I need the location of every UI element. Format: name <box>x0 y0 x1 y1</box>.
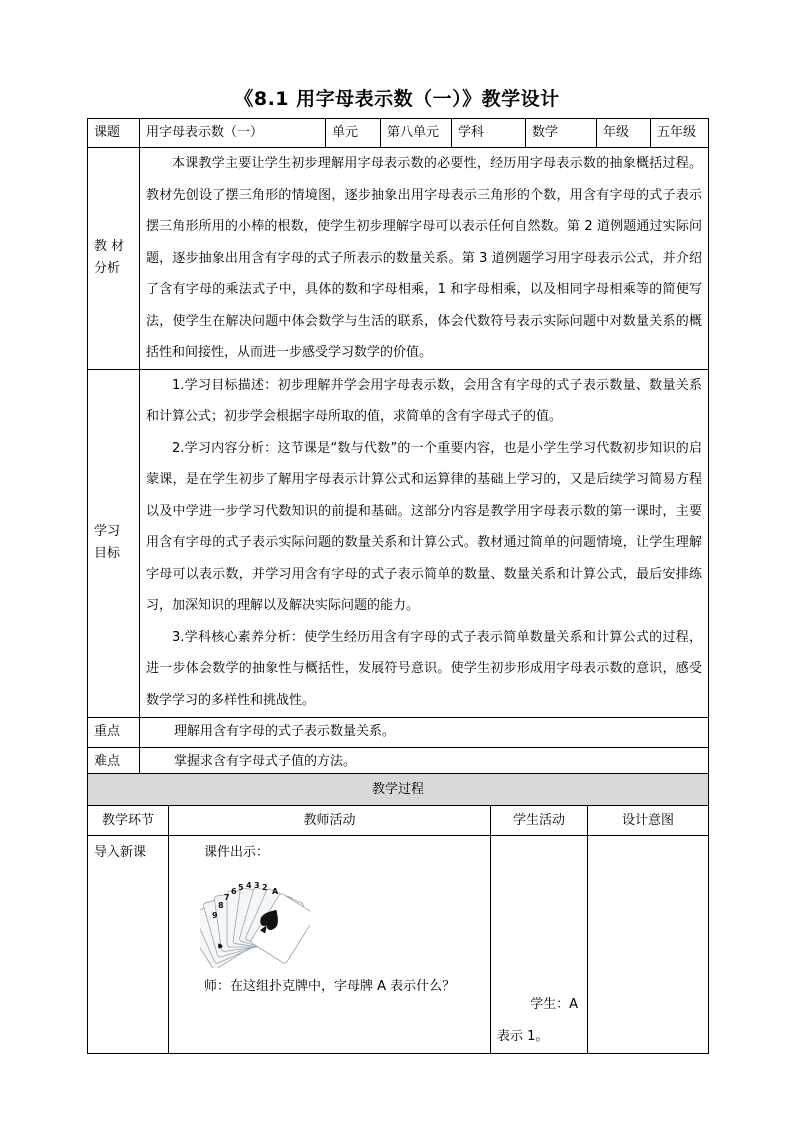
card-label-2: 8 <box>218 901 224 910</box>
card-fan <box>200 887 310 968</box>
difficulty-text: 掌握求含有字母式子值的方法。 <box>140 747 709 777</box>
goals-paragraph-2: 2.学习内容分析：这节课是“数与代数”的一个重要内容，也是小学生学习代数初步知识的启蒙课，是在学生初步了解用字母表示计算公式和运算律的基础上学习的，又是后续学习简易方程以及中学进一步学习代数知识的前提和基础。这部分内容是教学用字母表示数的第一课时，主要用含有字母的式子表示实际问题的数量关系和计算公式。教材通过简单的问题情境，让学生理解字母可以表示数，并学习用含有字母的式子表示简单的数量、数量关系和计算公式，最后安排练习，加深知识的理解以及解决实际问题的能力。 <box>146 440 702 614</box>
card-label-5: 5 <box>238 883 244 892</box>
student-answer-line2: 表示 1。 <box>497 1029 549 1044</box>
card-label-3: 7 <box>224 893 230 902</box>
topic-value: 用字母表示数（一） <box>140 119 326 148</box>
analysis-text: 本课教学主要让学生初步理解用字母表示数的必要性，经历用字母表示数的抽象概括过程。教材先创设了摆三角形的情境图，逐步抽象出用字母表示三角形的个数，用含有字母的式子表示摆三角形所用的小棒的根数，使学生初步理解字母可以表示任何自然数。第 2 道例题通过实际问题，逐步抽象出用含有字母的式子所表示的数量关系。第 3 道例题学习用字母表示公式，并介绍了含有字母的乘法式子中，具体的数和字母相乘，1 和字母相乘，以及相同字母相乘等的简便写法，使学生在解决问题中体会数学与生活的联系，体会代数符号表示实际问题中对数量关系的概括性和间接性，从而进一步感受学习数学的价值。 <box>146 156 702 360</box>
row1-student-cell <box>491 836 588 1054</box>
card-label-4: 6 <box>231 887 237 896</box>
row1-stage: 导入新课 <box>88 836 169 1054</box>
grade-label: 年级 <box>597 119 651 148</box>
col-student-header: 学生活动 <box>491 806 588 836</box>
analysis-label-line1: 教 材 <box>94 239 125 255</box>
col-stage-header: 教学环节 <box>88 806 169 836</box>
analysis-label-line2: 分析 <box>94 261 121 277</box>
card-label-8: 2 <box>262 883 268 892</box>
grade-value: 五年级 <box>651 119 709 148</box>
topic-label: 课题 <box>88 119 140 148</box>
subject-label: 学科 <box>452 119 526 148</box>
analysis-label <box>88 148 140 370</box>
key-point-label: 重点 <box>88 717 140 747</box>
card-label-1: 9 <box>212 911 218 920</box>
row1-intent-cell <box>588 836 709 1054</box>
unit-value: 第八单元 <box>381 119 452 148</box>
student-answer-line1: 学生：A <box>530 997 578 1012</box>
col-teacher-header: 教师活动 <box>169 806 491 836</box>
goals-paragraph-1: 1.学习目标描述：初步理解并学会用字母表示数，会用含有字母的式子表示数量、数量关系和计算公式；初步学会根据字母所取的值，求简单的含有字母式子的值。 <box>146 377 702 425</box>
subject-value: 数学 <box>526 119 597 148</box>
card-label-9: A <box>272 887 279 896</box>
card-label-7: 3 <box>254 881 260 890</box>
teacher-question: 师：在这组扑克牌中，字母牌 A 表示什么？ <box>204 979 456 994</box>
analysis-cell <box>140 148 709 370</box>
difficulty-label: 难点 <box>88 747 140 777</box>
col-intent-header: 设计意图 <box>588 806 709 836</box>
playing-cards-image <box>200 878 310 968</box>
document-title: 《8.1 用字母表示数（一）》教学设计 <box>234 88 560 110</box>
card-label-6: 4 <box>246 881 252 890</box>
unit-label: 单元 <box>326 119 381 148</box>
goals-cell <box>140 369 709 717</box>
key-point-text: 理解用含有字母的式子表示数量关系。 <box>140 717 709 747</box>
courseware-label: 课件出示： <box>204 845 270 860</box>
goals-label-line2: 目标 <box>94 546 121 561</box>
goals-label-line1: 学习 <box>94 524 121 539</box>
lesson-info-table <box>87 118 709 778</box>
goals-paragraph-3: 3.学科核心素养分析：使学生经历用含有字母的式子表示简单数量关系和计算公式的过程，进一步体会数学的抽象性与概括性，发展符号意识。使学生初步形成用字母表示数的意识，感受数学学习的多样性和挑战性。 <box>146 629 702 708</box>
goals-label <box>88 369 140 717</box>
teaching-process-table <box>87 773 709 1054</box>
process-header: 教学过程 <box>88 774 709 806</box>
